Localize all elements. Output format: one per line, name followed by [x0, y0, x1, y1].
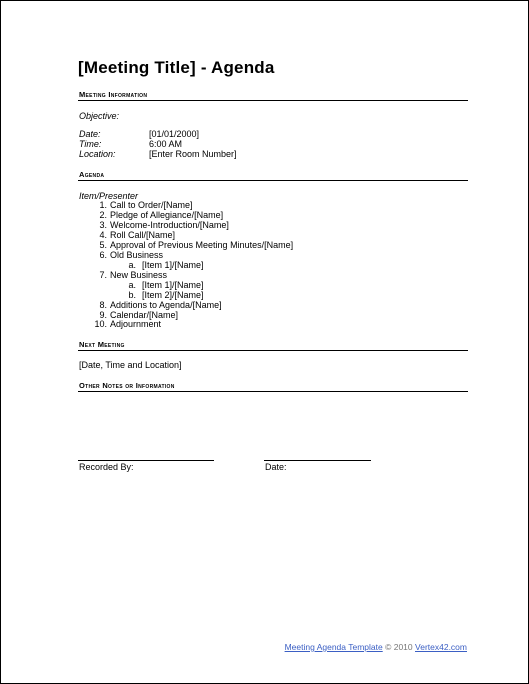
agenda-item-number: 5. — [99, 240, 107, 250]
meeting-info-heading: Meeting Information — [79, 90, 148, 99]
agenda-subitem-text: [Item 1]/[Name] — [142, 280, 204, 290]
agenda-subitem-text: [Item 1]/[Name] — [142, 260, 204, 270]
agenda-item-number: 2. — [99, 210, 107, 220]
vertex42-link[interactable]: Vertex42.com — [415, 642, 467, 652]
agenda-item-text: Pledge of Allegiance/[Name] — [110, 210, 224, 220]
agenda-item-number: 1. — [99, 200, 107, 210]
next-meeting-heading: Next Meeting — [79, 340, 125, 349]
section-divider — [78, 350, 468, 351]
section-divider — [78, 391, 468, 392]
agenda-subitem-letter: a. — [128, 260, 136, 270]
objective-label: Objective: — [79, 111, 120, 121]
agenda-heading: Agenda — [79, 170, 105, 179]
agenda-item-number: 9. — [99, 310, 107, 320]
next-meeting-text: [Date, Time and Location] — [79, 360, 182, 370]
section-divider — [78, 180, 468, 181]
recorded-by-signature-line — [78, 460, 214, 461]
agenda-subitem-text: [Item 2]/[Name] — [142, 290, 204, 300]
location-label: Location: — [79, 149, 116, 159]
agenda-item-text: Approval of Previous Meeting Minutes/[Name] — [110, 240, 294, 250]
agenda-item-text: Old Business — [110, 250, 164, 260]
agenda-subheading: Item/Presenter — [79, 191, 139, 201]
time-label: Time: — [79, 139, 102, 149]
agenda-item-text: Additions to Agenda/[Name] — [110, 300, 222, 310]
signature-date-label: Date: — [265, 462, 287, 472]
agenda-item-number: 10. — [94, 319, 107, 329]
agenda-item-number: 8. — [99, 300, 107, 310]
time-value: 6:00 AM — [149, 139, 183, 149]
agenda-item-number: 6. — [99, 250, 107, 260]
page-title: [Meeting Title] - Agenda — [78, 58, 275, 77]
agenda-item-text: Adjournment — [110, 319, 162, 329]
agenda-item-text: Calendar/[Name] — [110, 310, 179, 320]
agenda-item-number: 3. — [99, 220, 107, 230]
agenda-subitem-letter: b. — [128, 290, 136, 300]
agenda-item-number: 4. — [99, 230, 107, 240]
agenda-item-text: Welcome-Introduction/[Name] — [110, 220, 229, 230]
agenda-subitem-letter: a. — [128, 280, 136, 290]
agenda-item-number: 7. — [99, 270, 107, 280]
footer — [285, 642, 467, 652]
agenda-item-text: Roll Call/[Name] — [110, 230, 176, 240]
date-signature-line — [264, 460, 371, 461]
recorded-by-label: Recorded By: — [79, 462, 134, 472]
section-divider — [78, 100, 468, 101]
agenda-item-text: New Business — [110, 270, 168, 280]
location-value: [Enter Room Number] — [149, 149, 237, 159]
date-value: [01/01/2000] — [149, 129, 200, 139]
other-notes-heading: Other Notes or Information — [79, 381, 175, 390]
date-label: Date: — [79, 129, 101, 139]
copyright-text: © 2010 — [385, 642, 413, 652]
agenda-item-text: Call to Order/[Name] — [110, 200, 193, 210]
template-link[interactable]: Meeting Agenda Template — [284, 642, 383, 652]
